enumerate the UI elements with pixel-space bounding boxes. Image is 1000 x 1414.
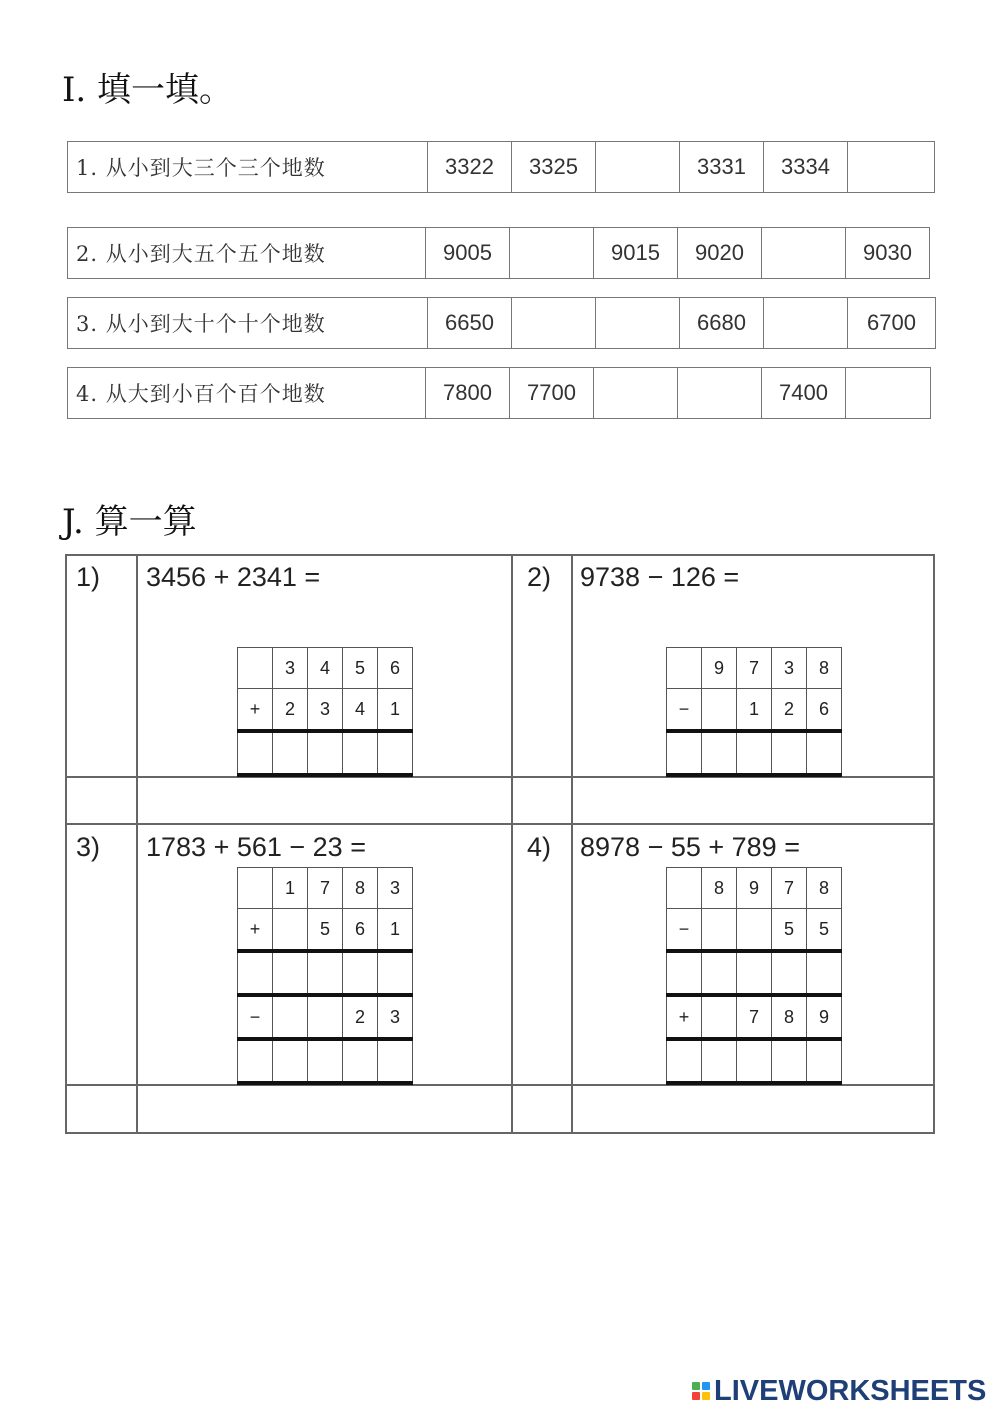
question-number: 1)	[76, 562, 101, 592]
answer-cell[interactable]	[510, 228, 594, 279]
answer-cell[interactable]	[762, 228, 846, 279]
calc-row	[667, 868, 842, 909]
answer-cell[interactable]	[343, 1039, 378, 1083]
calc-row	[238, 909, 413, 952]
calc-cell: 7	[772, 868, 807, 909]
sequence-row	[68, 142, 935, 193]
answer-cell[interactable]	[807, 1039, 842, 1083]
sequence-table-1	[67, 141, 935, 193]
answer-cell[interactable]	[238, 731, 273, 775]
answer-cell[interactable]	[764, 298, 848, 349]
answer-cell[interactable]	[737, 731, 772, 775]
sequence-label: 2. 从小到大五个五个地数	[68, 228, 426, 279]
question-expression: 9738 − 126 =	[580, 562, 740, 592]
question-number: 4)	[527, 832, 552, 862]
logo-mark-icon	[692, 1382, 710, 1400]
answer-cell[interactable]	[737, 1039, 772, 1083]
answer-cell[interactable]	[594, 368, 678, 419]
answer-cell[interactable]	[807, 731, 842, 775]
calc-cell: 9	[702, 648, 737, 689]
calc-cell: 6	[343, 909, 378, 952]
answer-cell[interactable]	[772, 951, 807, 995]
answer-cell[interactable]	[273, 951, 308, 995]
calc-cell: −	[238, 995, 273, 1039]
sequence-cell: 9020	[678, 228, 762, 279]
sequence-cell: 3334	[764, 142, 848, 193]
answer-cell[interactable]	[678, 368, 762, 419]
calc-cell	[238, 648, 273, 689]
calc-cell: 2	[273, 689, 308, 732]
grid-line	[65, 1132, 935, 1134]
calc-cell: 1	[378, 689, 413, 732]
calc-cell: 3	[772, 648, 807, 689]
calc-cell: 7	[737, 995, 772, 1039]
answer-cell[interactable]	[667, 951, 702, 995]
calc-row	[238, 689, 413, 732]
question-number: 2)	[527, 562, 552, 592]
calc-cell: −	[667, 689, 702, 732]
calc-cell: 8	[772, 995, 807, 1039]
column-calc-2	[666, 647, 842, 777]
answer-row	[238, 1039, 413, 1083]
calc-cell: 3	[308, 689, 343, 732]
answer-cell[interactable]	[702, 1039, 737, 1083]
answer-cell[interactable]	[308, 951, 343, 995]
calc-cell	[273, 995, 308, 1039]
answer-cell[interactable]	[238, 951, 273, 995]
answer-cell[interactable]	[273, 731, 308, 775]
calc-cell: 1	[273, 868, 308, 909]
calc-cell	[273, 909, 308, 952]
answer-cell[interactable]	[238, 1039, 273, 1083]
grid-line	[511, 554, 513, 1134]
sequence-cell: 9015	[594, 228, 678, 279]
question-expression: 3456 + 2341 =	[146, 562, 321, 592]
answer-row	[667, 731, 842, 775]
calc-cell: 9	[807, 995, 842, 1039]
calc-row	[667, 689, 842, 732]
answer-cell[interactable]	[848, 142, 935, 193]
calc-cell: 8	[807, 868, 842, 909]
sequence-cell: 3322	[428, 142, 512, 193]
answer-cell[interactable]	[596, 142, 680, 193]
calc-cell: 4	[308, 648, 343, 689]
calc-row	[667, 995, 842, 1039]
column-calc-4	[666, 867, 842, 1085]
calc-cell: 7	[737, 648, 772, 689]
calc-row	[667, 909, 842, 952]
question-expression: 1783 + 561 − 23 =	[146, 832, 366, 862]
calc-cell: 3	[273, 648, 308, 689]
calc-row	[238, 868, 413, 909]
question-number: 3)	[76, 832, 101, 862]
answer-cell[interactable]	[308, 1039, 343, 1083]
calc-cell: 5	[772, 909, 807, 952]
liveworksheets-logo	[692, 1374, 986, 1408]
calc-cell	[702, 689, 737, 732]
calc-cell	[737, 909, 772, 952]
sequence-cell: 3325	[512, 142, 596, 193]
logo-square	[692, 1382, 700, 1390]
answer-row	[667, 951, 842, 995]
calc-cell: 8	[702, 868, 737, 909]
calc-cell: 4	[343, 689, 378, 732]
sequence-cell: 9005	[426, 228, 510, 279]
calc-cell: 2	[772, 689, 807, 732]
answer-cell[interactable]	[343, 951, 378, 995]
grid-line	[65, 554, 67, 1134]
column-calc-3	[237, 867, 413, 1085]
sequence-cell: 7700	[510, 368, 594, 419]
calc-cell: +	[238, 689, 273, 732]
calc-cell: 9	[737, 868, 772, 909]
answer-cell[interactable]	[846, 368, 931, 419]
sequence-label: 4. 从大到小百个百个地数	[68, 368, 426, 419]
answer-cell[interactable]	[273, 1039, 308, 1083]
calc-cell	[308, 995, 343, 1039]
calc-cell: 7	[308, 868, 343, 909]
answer-row	[667, 1039, 842, 1083]
calc-cell: 1	[378, 909, 413, 952]
answer-cell[interactable]	[667, 1039, 702, 1083]
calc-cell	[667, 868, 702, 909]
answer-cell[interactable]	[378, 951, 413, 995]
logo-text: LIVEWORKSHEETS	[714, 1374, 987, 1407]
answer-cell[interactable]	[596, 298, 680, 349]
sequence-row	[68, 228, 930, 279]
grid-line	[571, 554, 573, 1134]
logo-square	[692, 1392, 700, 1400]
calc-cell	[667, 648, 702, 689]
section-i-title: I. 填一填。	[62, 70, 234, 110]
sequence-cell: 9030	[846, 228, 930, 279]
calc-cell: 3	[378, 868, 413, 909]
answer-cell[interactable]	[378, 731, 413, 775]
sequence-cell: 7400	[762, 368, 846, 419]
calc-cell: 8	[807, 648, 842, 689]
calc-cell: 5	[308, 909, 343, 952]
answer-cell[interactable]	[667, 731, 702, 775]
calc-row	[667, 648, 842, 689]
answer-cell[interactable]	[343, 731, 378, 775]
calc-cell: 2	[343, 995, 378, 1039]
question-expression: 8978 − 55 + 789 =	[580, 832, 800, 862]
answer-cell[interactable]	[512, 298, 596, 349]
answer-cell[interactable]	[378, 1039, 413, 1083]
sequence-row	[68, 298, 936, 349]
answer-cell[interactable]	[772, 1039, 807, 1083]
calc-cell: 5	[343, 648, 378, 689]
sequence-table-3	[67, 297, 936, 349]
calc-row	[238, 648, 413, 689]
sequence-row	[68, 368, 931, 419]
calc-cell: 3	[378, 995, 413, 1039]
sequence-label: 3. 从小到大十个十个地数	[68, 298, 428, 349]
answer-row	[238, 951, 413, 995]
sequence-label: 1. 从小到大三个三个地数	[68, 142, 428, 193]
calc-row	[238, 995, 413, 1039]
calc-cell: 6	[378, 648, 413, 689]
answer-cell[interactable]	[702, 731, 737, 775]
answer-cell[interactable]	[807, 951, 842, 995]
sequence-table-2	[67, 227, 930, 279]
calc-cell: 6	[807, 689, 842, 732]
sequence-cell: 6700	[848, 298, 936, 349]
calc-cell: 1	[737, 689, 772, 732]
calc-cell: 5	[807, 909, 842, 952]
calc-cell: +	[238, 909, 273, 952]
answer-cell[interactable]	[702, 951, 737, 995]
calc-cell: −	[667, 909, 702, 952]
section-j-title: J. 算一算	[62, 502, 197, 542]
answer-cell[interactable]	[772, 731, 807, 775]
logo-square	[702, 1392, 710, 1400]
calc-cell: 8	[343, 868, 378, 909]
answer-cell[interactable]	[308, 731, 343, 775]
grid-line	[136, 554, 138, 1134]
sequence-cell: 7800	[426, 368, 510, 419]
answer-row	[238, 731, 413, 775]
calc-cell: +	[667, 995, 702, 1039]
sequence-cell: 6650	[428, 298, 512, 349]
logo-square	[702, 1382, 710, 1390]
calc-cell	[238, 868, 273, 909]
calc-cell	[702, 909, 737, 952]
sequence-table-4	[67, 367, 931, 419]
grid-line	[65, 554, 935, 556]
calc-cell	[702, 995, 737, 1039]
answer-cell[interactable]	[737, 951, 772, 995]
sequence-cell: 6680	[680, 298, 764, 349]
column-calc-1	[237, 647, 413, 777]
sequence-cell: 3331	[680, 142, 764, 193]
grid-line	[65, 823, 935, 825]
grid-line	[933, 554, 935, 1134]
